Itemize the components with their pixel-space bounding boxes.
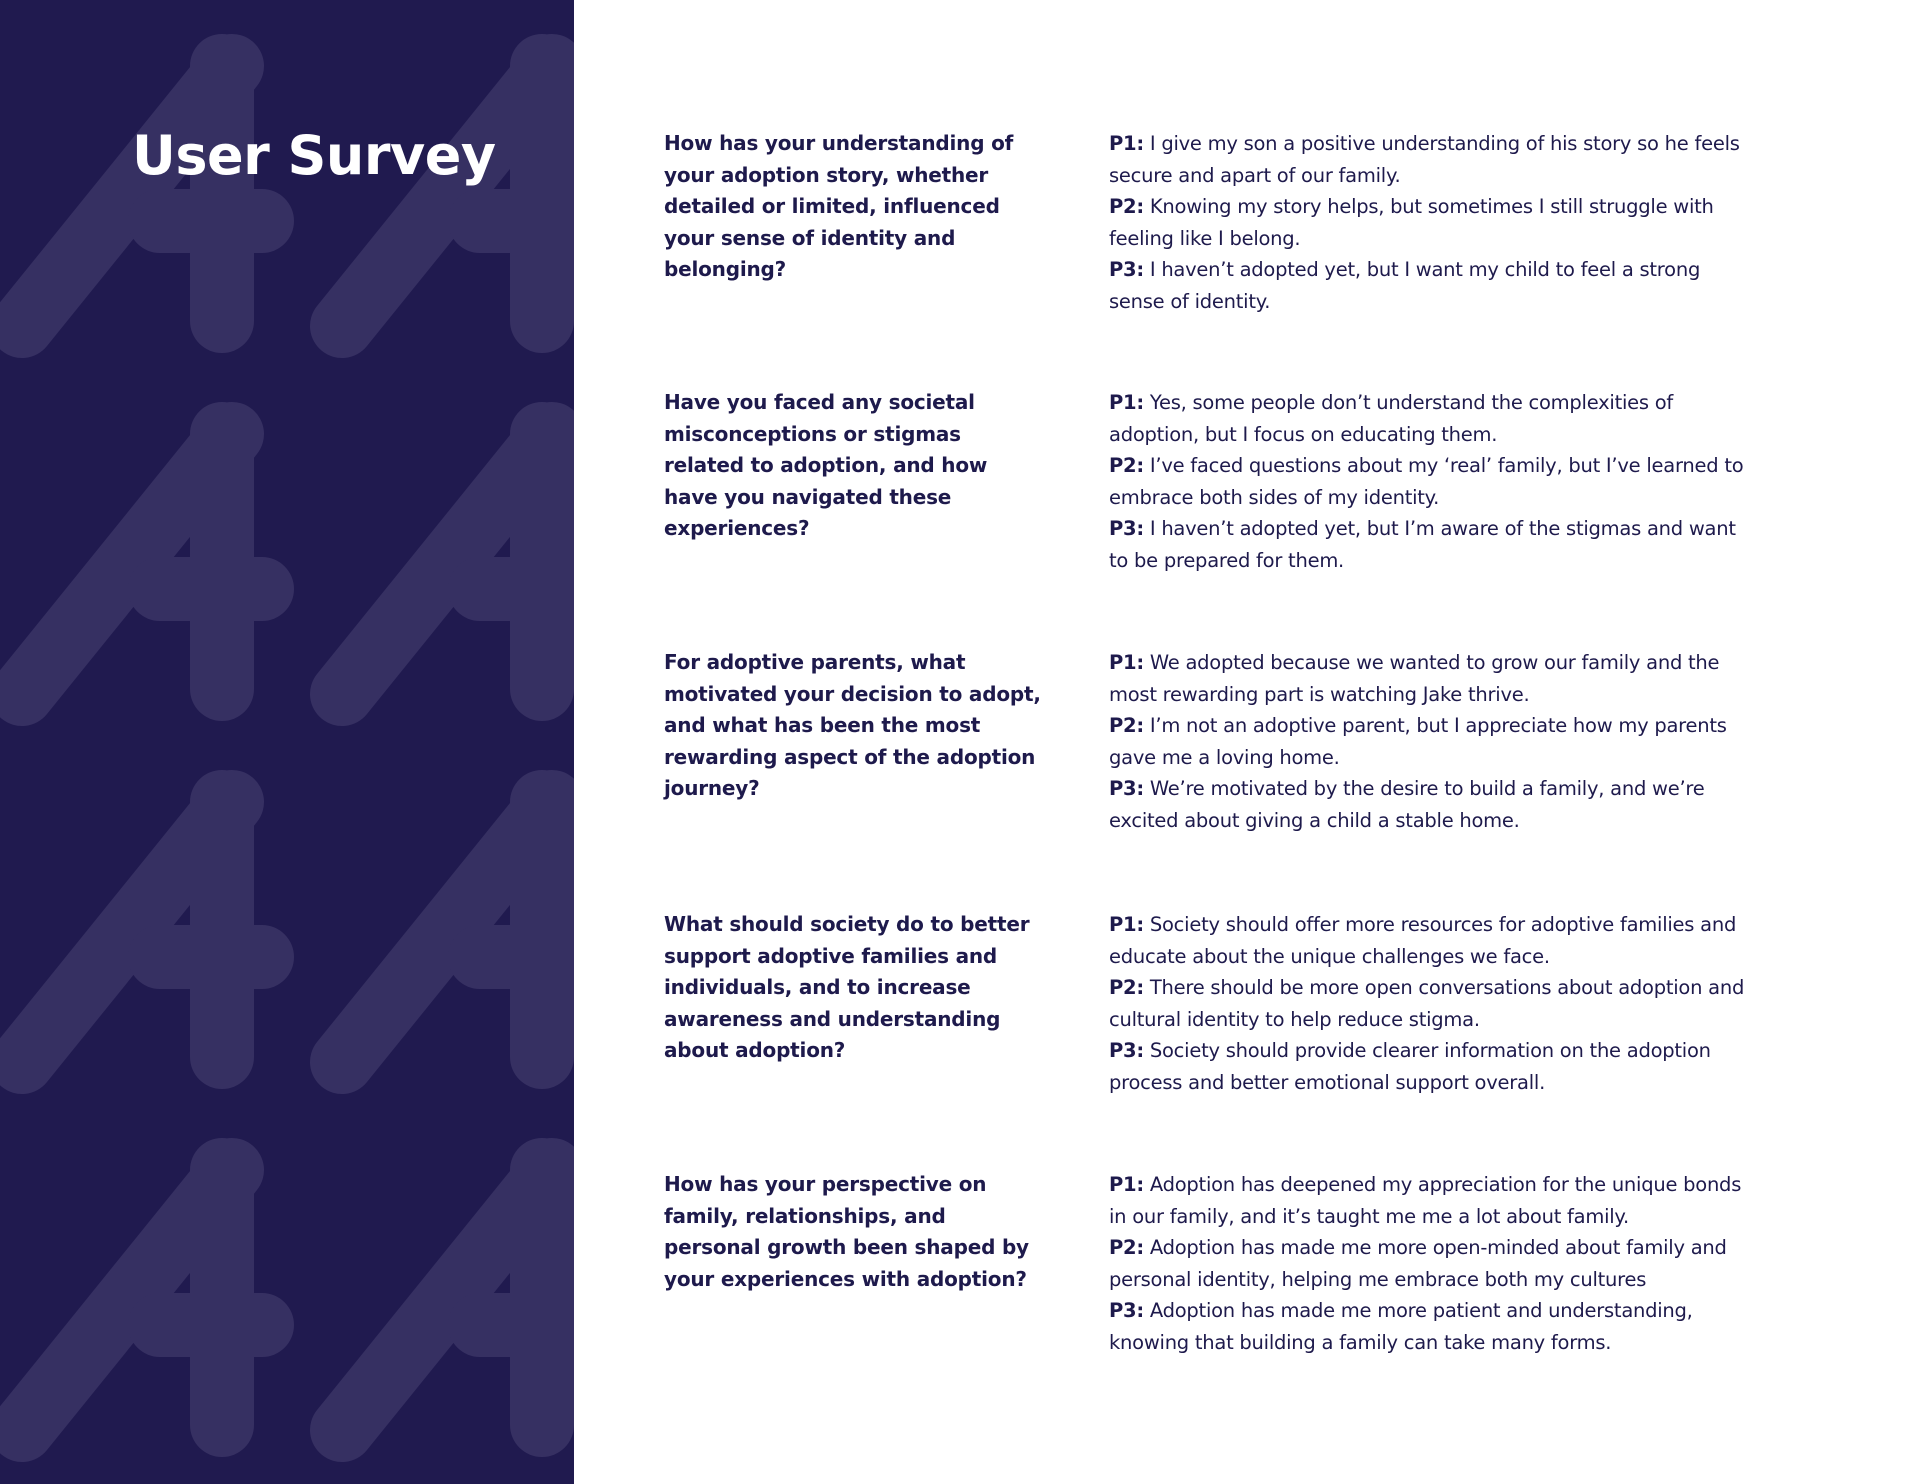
answer-item (1109, 1232, 1749, 1295)
answer-text: I haven’t adopted yet, but I want my child to feel a strong sense of identity. (1109, 258, 1701, 313)
answer-item (1109, 909, 1749, 972)
participant-label: P1: (1109, 1173, 1144, 1196)
participant-label: P2: (1109, 714, 1144, 737)
answer-list (1109, 647, 1749, 836)
answer-item (1109, 1035, 1749, 1098)
answer-text: Adoption has made me more patient and understanding, knowing that building a family can take many forms. (1109, 1299, 1693, 1354)
answer-text: I’m not an adoptive parent, but I appreciate how my parents gave me a loving home. (1109, 714, 1727, 769)
answer-list (1109, 387, 1749, 576)
participant-label: P3: (1109, 517, 1144, 540)
answer-item (1109, 254, 1749, 317)
answer-list (1109, 128, 1749, 317)
answer-item (1109, 773, 1749, 836)
answer-text: We adopted because we wanted to grow our family and the most rewarding part is watching Jake thrive. (1109, 651, 1720, 706)
answer-text: I give my son a positive understanding of his story so he feels secure and apart of our family. (1109, 132, 1740, 187)
participant-label: P2: (1109, 454, 1144, 477)
letter-a-pattern-icon (0, 0, 574, 1484)
letter-a-icon (22, 434, 262, 694)
letter-a-icon (342, 434, 574, 694)
answer-item (1109, 450, 1749, 513)
letter-a-icon (342, 802, 574, 1062)
answer-list (1109, 1169, 1749, 1358)
survey-question: For adoptive parents, what motivated your decision to adopt, and what has been the most rewarding aspect of the adoption journey? (664, 650, 1041, 800)
answer-text: There should be more open conversations about adoption and cultural identity to help reduce stigma. (1109, 976, 1745, 1031)
answer-text: Yes, some people don’t understand the complexities of adoption, but I focus on educating them. (1109, 391, 1674, 446)
answer-item (1109, 972, 1749, 1035)
answer-item (1109, 128, 1749, 191)
letter-a-icon (342, 66, 574, 326)
answer-list (1109, 909, 1749, 1098)
answer-text: I’ve faced questions about my ‘real’ family, but I’ve learned to embrace both sides of my identity. (1109, 454, 1744, 509)
participant-label: P3: (1109, 1039, 1144, 1062)
answer-item (1109, 513, 1749, 576)
survey-question: Have you faced any societal misconceptions or stigmas related to adoption, and how have you navigated these experiences? (664, 390, 988, 540)
answer-text: Knowing my story helps, but sometimes I still struggle with feeling like I belong. (1109, 195, 1714, 250)
answer-item (1109, 1169, 1749, 1232)
letter-a-icon (22, 66, 262, 326)
participant-label: P2: (1109, 976, 1144, 999)
answer-item (1109, 647, 1749, 710)
participant-label: P2: (1109, 195, 1144, 218)
participant-label: P1: (1109, 913, 1144, 936)
answer-item (1109, 710, 1749, 773)
answer-text: Adoption has deepened my appreciation for the unique bonds in our family, and it’s taught me me a lot about family. (1109, 1173, 1742, 1228)
survey-question: How has your understanding of your adoption story, whether detailed or limited, influenced your sense of identity and belonging? (664, 131, 1014, 281)
sidebar-panel (0, 0, 574, 1484)
letter-a-icon (22, 1170, 262, 1430)
answer-text: I haven’t adopted yet, but I’m aware of the stigmas and want to be prepared for them. (1109, 517, 1736, 572)
survey-question: What should society do to better support adoptive families and individuals, and to increase awareness and understanding about adoption? (664, 912, 1030, 1062)
participant-label: P1: (1109, 391, 1144, 414)
participant-label: P3: (1109, 777, 1144, 800)
participant-label: P1: (1109, 651, 1144, 674)
participant-label: P2: (1109, 1236, 1144, 1259)
answer-item (1109, 1295, 1749, 1358)
letter-a-icon (342, 1170, 574, 1430)
participant-label: P3: (1109, 1299, 1144, 1322)
answer-item (1109, 387, 1749, 450)
survey-question: How has your perspective on family, relationships, and personal growth been shaped by your experiences with adoption? (664, 1172, 1029, 1291)
answer-text: Adoption has made me more open-minded about family and personal identity, helping me embrace both my cultures (1109, 1236, 1727, 1291)
page-title: User Survey (132, 124, 496, 187)
answer-text: We’re motivated by the desire to build a family, and we’re excited about giving a child a stable home. (1109, 777, 1705, 832)
letter-a-icon (22, 802, 262, 1062)
answer-text: Society should provide clearer information on the adoption process and better emotional support overall. (1109, 1039, 1711, 1094)
answer-text: Society should offer more resources for adoptive families and educate about the unique challenges we face. (1109, 913, 1737, 968)
answer-item (1109, 191, 1749, 254)
participant-label: P1: (1109, 132, 1144, 155)
participant-label: P3: (1109, 258, 1144, 281)
